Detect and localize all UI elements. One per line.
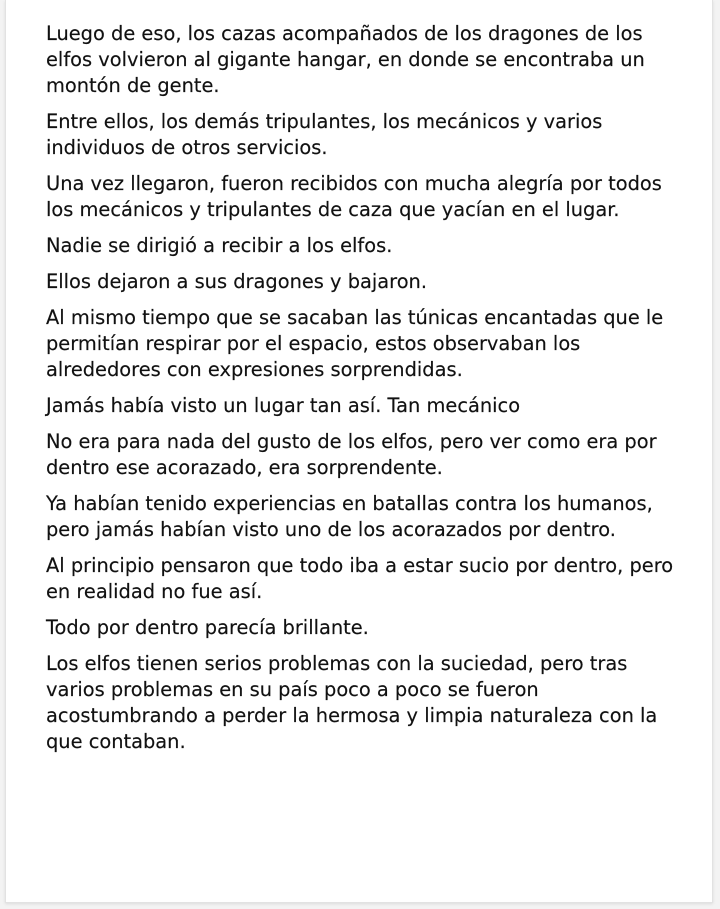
paragraph-5: Ellos dejaron a sus dragones y bajaron. xyxy=(46,270,428,293)
paragraph-12: Los elfos tienen serios problemas con la suciedad, pero tras varios problemas en su país poco a poco se fueron acostumbrando a perder la hermosa y limpia naturaleza con la que contaban. xyxy=(46,652,658,753)
paragraph-6: Al mismo tiempo que se sacaban las túnicas encantadas que le permitían respirar por el espacio, estos observaban los alrededores con expresiones sorprendidas. xyxy=(46,306,664,381)
paragraph-3: Una vez llegaron, fueron recibidos con mucha alegría por todos los mecánicos y tripulantes de caza que yacían en el lugar. xyxy=(46,172,662,221)
paragraph-11: Todo por dentro parecía brillante. xyxy=(46,616,369,639)
paragraph-2: Entre ellos, los demás tripulantes, los mecánicos y varios individuos de otros servicios. xyxy=(46,110,603,159)
paragraph-7: Jamás había visto un lugar tan así. Tan mecánico xyxy=(46,394,521,417)
document-body xyxy=(46,21,686,765)
paragraph-8: No era para nada del gusto de los elfos, pero ver como era por dentro ese acorazado, era sorprendente. xyxy=(46,430,657,479)
paragraph-9: Ya habían tenido experiencias en batallas contra los humanos, pero jamás habían visto uno de los acorazados por dentro. xyxy=(46,492,653,541)
paragraph-10: Al principio pensaron que todo iba a estar sucio por dentro, pero en realidad no fue así. xyxy=(46,554,674,603)
paragraph-4: Nadie se dirigió a recibir a los elfos. xyxy=(46,234,393,257)
document-page xyxy=(5,0,713,903)
paragraph-1: Luego de eso, los cazas acompañados de los dragones de los elfos volvieron al gigante hangar, en donde se encontraba un montón de gente. xyxy=(46,22,645,97)
